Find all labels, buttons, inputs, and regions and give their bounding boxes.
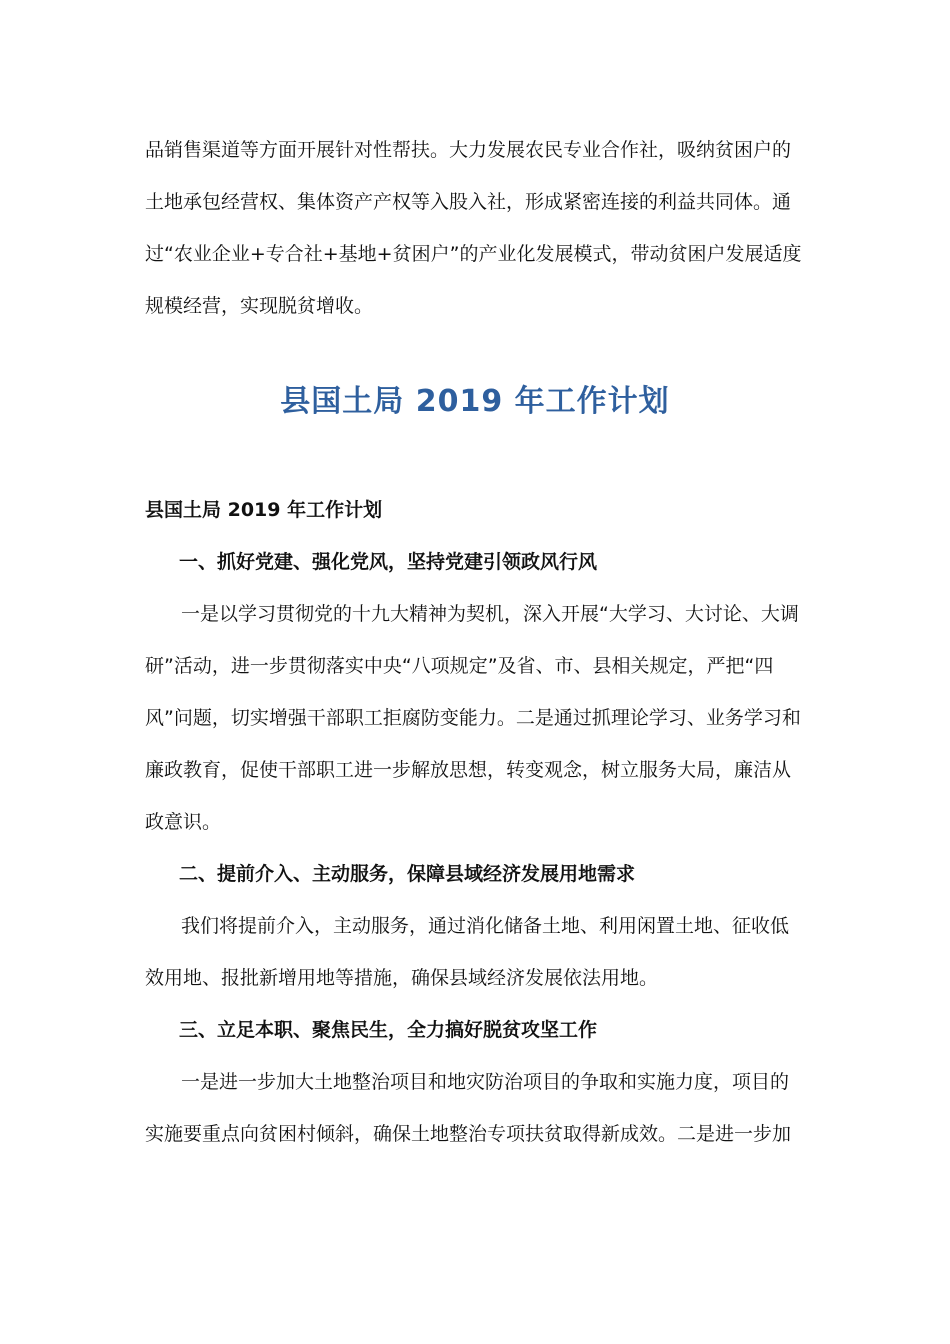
- document-subtitle: 县国土局 2019 年工作计划: [145, 499, 383, 521]
- document-title: 县国土局 2019 年工作计划: [280, 384, 670, 419]
- intro-paragraph: 品销售渠道等方面开展针对性帮扶。大力发展农民专业合作社，吸纳贫困户的土地承包经营权、集体资产产权等入股入社，形成紧密连接的利益共同体。通过“农业企业+专合社+基地+贫困户”的产业化发展模式，带动贫困户发展适度规模经营，实现脱贫增收。: [145, 139, 802, 317]
- section-paragraph-2: 我们将提前介入，主动服务，通过消化储备土地、利用闲置土地、征收低效用地、报批新增用地等措施，确保县域经济发展依法用地。: [145, 915, 790, 989]
- section-paragraph-1: 一是以学习贯彻党的十九大精神为契机，深入开展“大学习、大讨论、大调研”活动，进一步贯彻落实中央“八项规定”及省、市、县相关规定，严把“四风”问题，切实增强干部职工拒腐防变能力。二是通过抓理论学习、业务学习和廉政教育，促使干部职工进一步解放思想，转变观念，树立服务大局，廉洁从政意识。: [145, 603, 801, 833]
- section-heading-2: 二、提前介入、主动服务，保障县域经济发展用地需求: [179, 863, 636, 885]
- section-heading-1: 一、抓好党建、强化党风，坚持党建引领政风行风: [179, 551, 598, 573]
- document-body: [145, 484, 805, 1160]
- section-paragraph-3: 一是进一步加大土地整治项目和地灾防治项目的争取和实施力度，项目的实施要重点向贫困村倾斜，确保土地整治专项扶贫取得新成效。二是进一步加: [145, 1071, 792, 1145]
- section-heading-3: 三、立足本职、聚焦民生，全力搞好脱贫攻坚工作: [179, 1019, 598, 1041]
